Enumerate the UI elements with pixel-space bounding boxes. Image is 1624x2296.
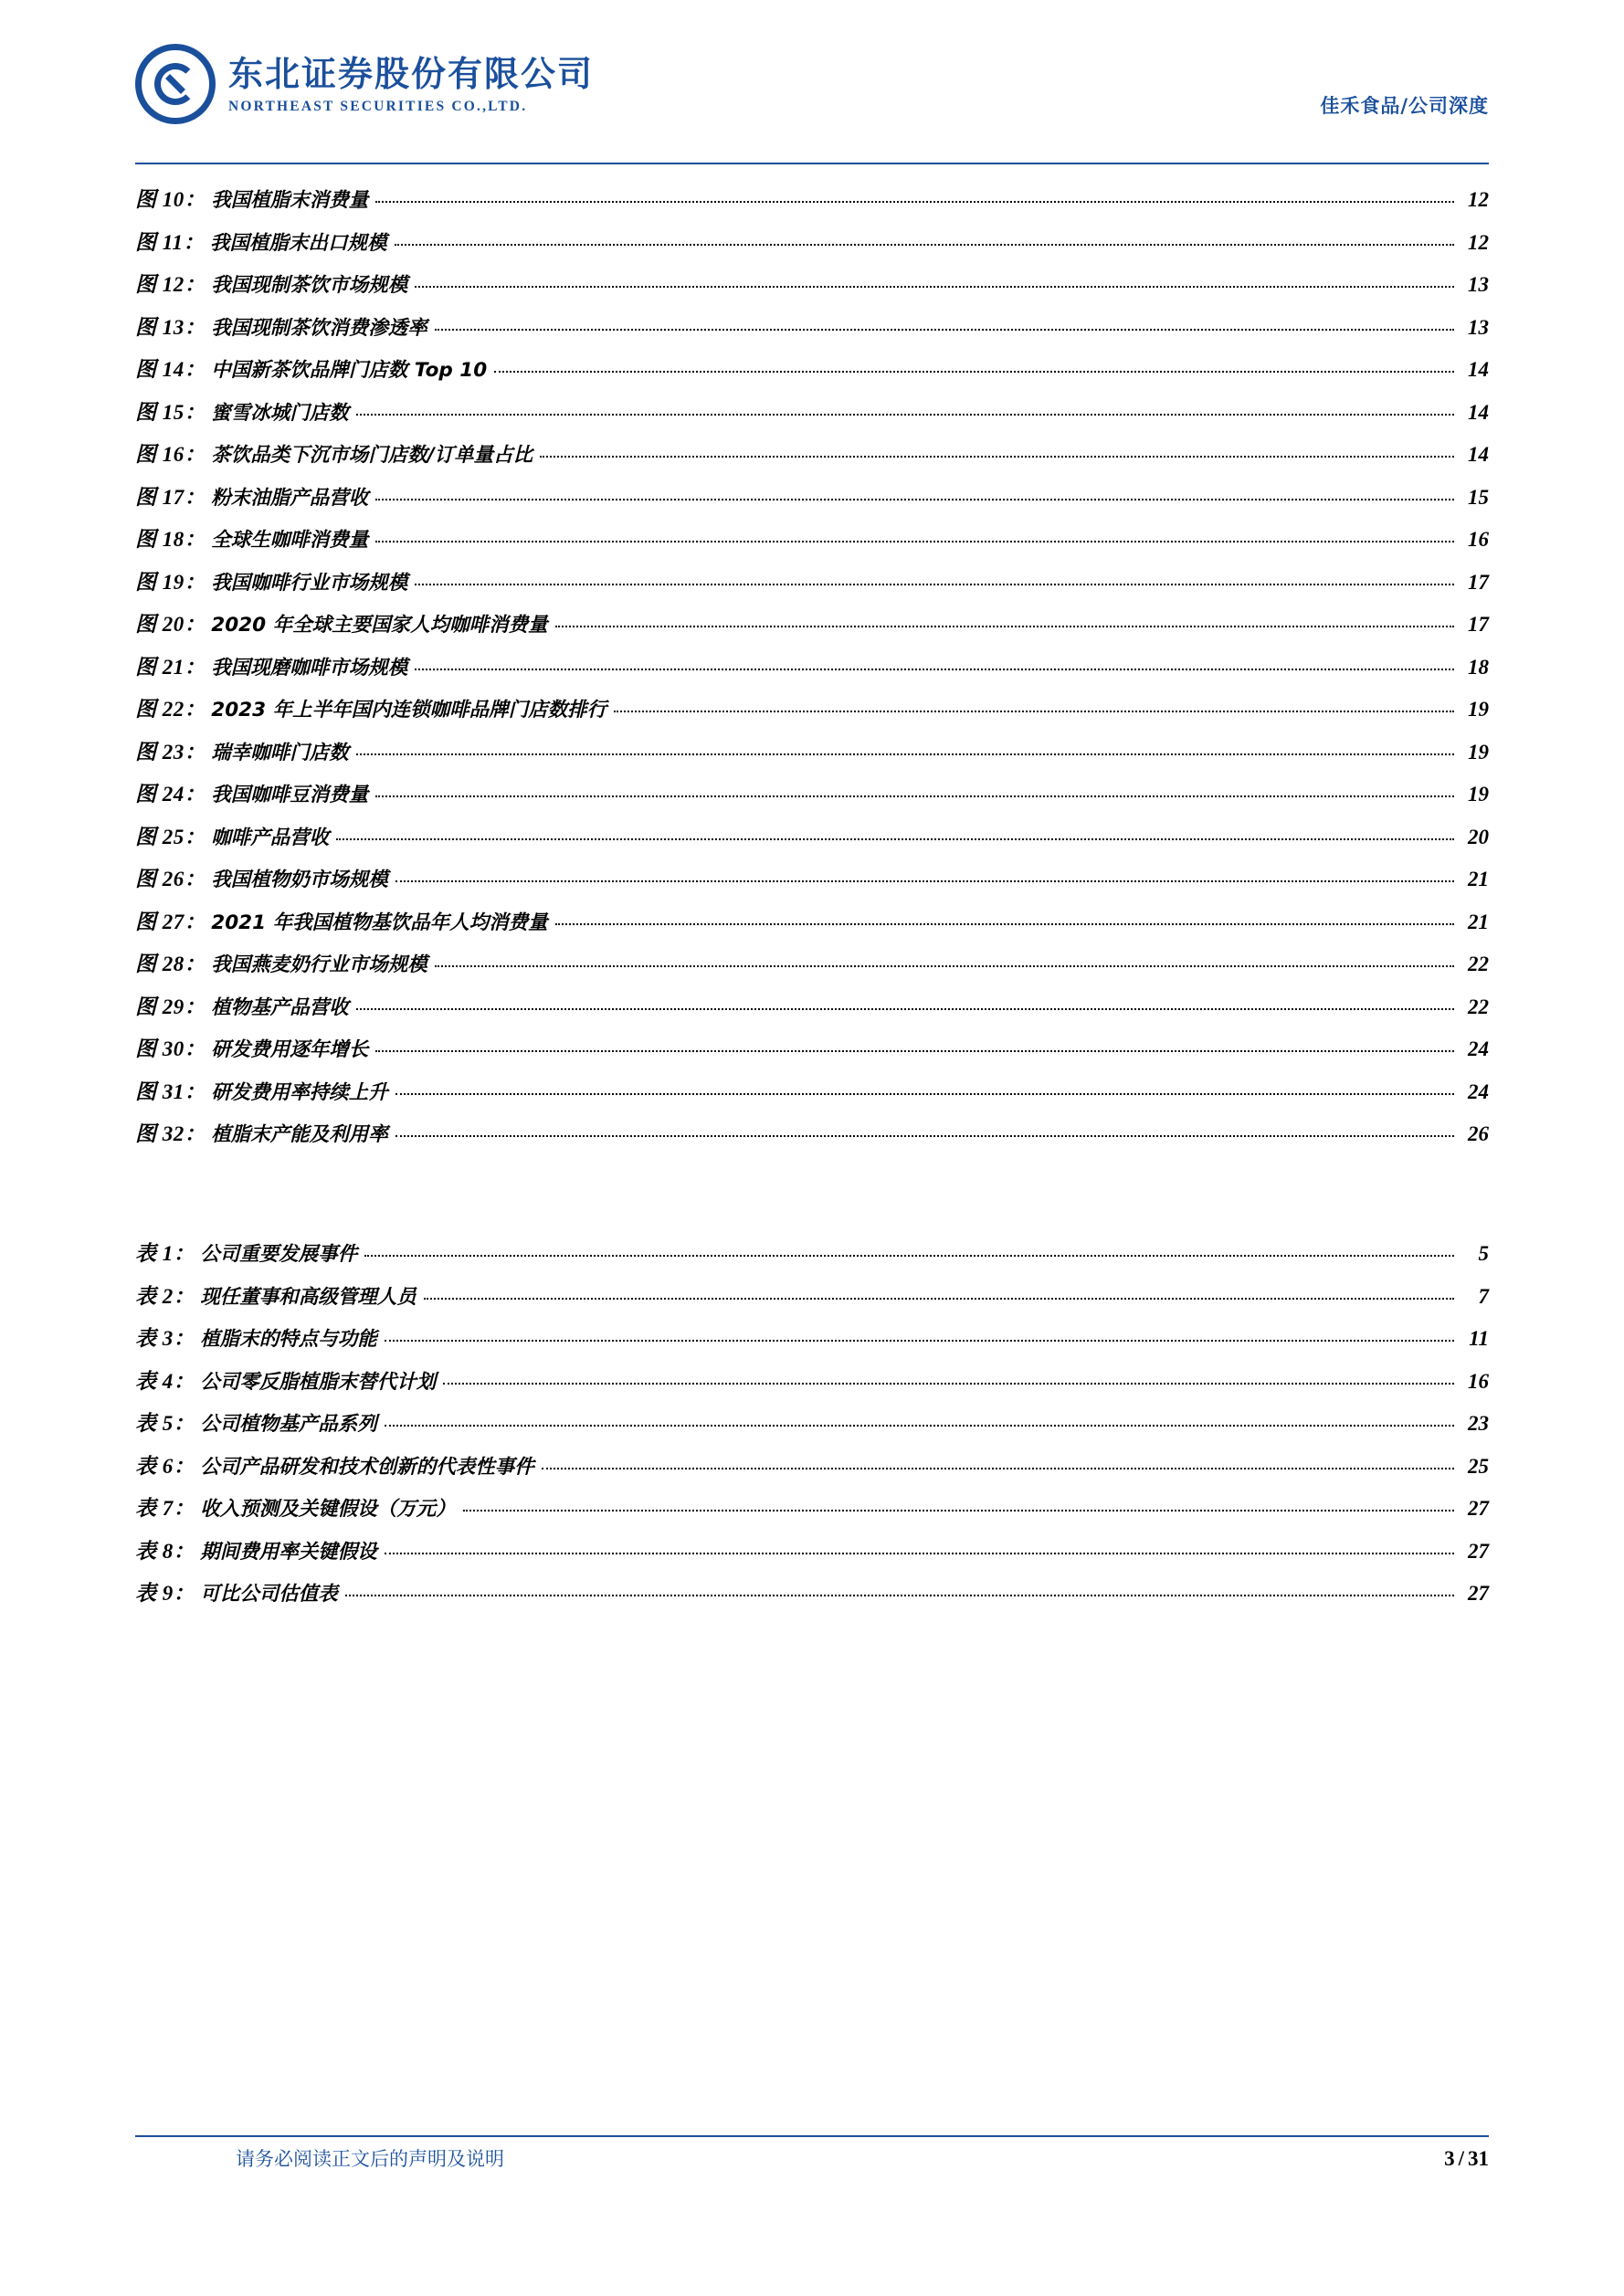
- figure-label: 图 22：: [135, 698, 206, 721]
- figure-title: 我国现制茶饮市场规模: [211, 274, 408, 297]
- table-list: [135, 1237, 1489, 1619]
- figure-page-number: 18: [1468, 655, 1489, 679]
- leader-dots: [424, 1287, 1454, 1300]
- leader-dots: [463, 1499, 1454, 1511]
- table-label: 表 9：: [135, 1582, 195, 1605]
- leader-dots: [614, 700, 1454, 712]
- toc-entry-figure[interactable]: [135, 565, 1489, 608]
- table-page-number: 25: [1468, 1454, 1489, 1478]
- figure-title: 研发费用逐年增长: [211, 1038, 369, 1061]
- figure-label: 图 32：: [135, 1122, 206, 1145]
- toc-entry-figure[interactable]: [135, 735, 1489, 778]
- figure-label: 图 13：: [135, 315, 206, 339]
- table-page-number: 5: [1478, 1242, 1489, 1265]
- figure-page-number: 13: [1468, 273, 1489, 296]
- leader-dots: [542, 1457, 1454, 1469]
- leader-dots: [395, 1082, 1454, 1095]
- table-page-number: 16: [1468, 1369, 1489, 1393]
- leader-dots: [385, 1329, 1454, 1342]
- figure-title: 瑞幸咖啡门店数: [211, 741, 349, 764]
- footer-page-indicator: [1444, 2147, 1489, 2171]
- figure-title: 我国植脂末出口规模: [209, 231, 387, 255]
- figure-title: 中国新茶饮品牌门店数 Top 10: [211, 359, 488, 382]
- toc-entry-figure[interactable]: [135, 353, 1489, 395]
- figure-page-number: 14: [1468, 443, 1489, 466]
- toc-entry-figure[interactable]: [135, 777, 1489, 820]
- figure-title: 2021 年我国植物基饮品年人均消费量: [211, 911, 548, 934]
- figure-page-number: 22: [1468, 953, 1489, 975]
- leader-dots: [443, 1372, 1454, 1385]
- leader-dots: [540, 445, 1454, 458]
- leader-dots: [555, 615, 1454, 627]
- leader-dots: [375, 1039, 1454, 1052]
- table-title: 公司零反脂植脂末替代计划: [200, 1370, 437, 1394]
- toc-entry-table[interactable]: [135, 1406, 1489, 1449]
- figure-title: 我国植脂末消费量: [211, 189, 369, 212]
- leader-dots: [356, 997, 1454, 1010]
- figure-page-number: 15: [1468, 485, 1489, 509]
- toc-entry-figure[interactable]: [135, 311, 1489, 353]
- figure-title: 2020 年全球主要国家人均咖啡消费量: [211, 614, 548, 637]
- figure-page-number: 20: [1468, 825, 1489, 848]
- footer-page-separator: /: [1458, 2147, 1464, 2170]
- table-label: 表 8：: [135, 1539, 195, 1563]
- figure-label: 图 20：: [135, 613, 206, 636]
- table-title: 期间费用率关键假设: [200, 1540, 377, 1564]
- table-page-number: 27: [1468, 1497, 1489, 1520]
- table-label: 表 4：: [135, 1369, 195, 1393]
- leader-dots: [356, 403, 1454, 416]
- leader-dots: [375, 785, 1454, 797]
- figure-label: 图 10：: [135, 188, 206, 211]
- footer-total-pages: 31: [1468, 2147, 1489, 2170]
- leader-dots: [435, 954, 1454, 967]
- figure-title: 茶饮品类下沉市场门店数/订单量占比: [211, 444, 533, 467]
- figure-label: 图 30：: [135, 1037, 206, 1060]
- header-report-title: 佳禾食品/公司深度: [1320, 95, 1489, 117]
- figure-label: 图 24：: [135, 783, 206, 806]
- table-title: 公司产品研发和技术创新的代表性事件: [200, 1455, 534, 1479]
- toc-entry-figure[interactable]: [135, 862, 1489, 905]
- table-page-number: 27: [1468, 1582, 1489, 1605]
- figure-page-number: 26: [1468, 1122, 1489, 1145]
- table-label: 表 3：: [135, 1327, 195, 1350]
- figure-title: 研发费用率持续上升: [211, 1080, 388, 1104]
- leader-dots: [395, 869, 1454, 882]
- company-logo: [135, 44, 594, 124]
- toc-entry-figure[interactable]: [135, 437, 1489, 480]
- table-page-number: 11: [1469, 1327, 1489, 1350]
- figure-page-number: 14: [1468, 400, 1489, 424]
- figure-title: 咖啡产品营收: [211, 826, 330, 849]
- toc-entry-figure[interactable]: [135, 607, 1489, 650]
- leader-dots: [494, 360, 1454, 373]
- toc-entry-table[interactable]: [135, 1491, 1489, 1534]
- toc-entry-figure[interactable]: [135, 820, 1489, 863]
- toc-entry-figure[interactable]: [135, 395, 1489, 438]
- figure-page-number: 21: [1468, 910, 1489, 933]
- leader-dots: [415, 275, 1454, 288]
- figure-label: 图 15：: [135, 400, 206, 424]
- toc-entry-table[interactable]: [135, 1364, 1489, 1407]
- page-footer: [135, 2144, 1489, 2172]
- figure-page-number: 12: [1468, 188, 1489, 211]
- leader-dots: [555, 912, 1454, 925]
- figure-title: 蜜雪冰城门店数: [211, 401, 349, 425]
- footer-current-page: 3: [1444, 2147, 1455, 2170]
- toc-entry-table[interactable]: [135, 1449, 1489, 1492]
- leader-dots: [435, 318, 1454, 331]
- figure-page-number: 22: [1468, 995, 1489, 1018]
- leader-dots: [375, 190, 1454, 203]
- toc-entry-figure[interactable]: [135, 947, 1489, 990]
- figure-page-number: 17: [1468, 613, 1489, 636]
- figure-label: 图 19：: [135, 570, 206, 594]
- table-label: 表 1：: [135, 1242, 195, 1265]
- figure-label: 图 21：: [135, 655, 206, 679]
- toc-entry-figure[interactable]: [135, 1117, 1489, 1160]
- toc-entry-table[interactable]: [135, 1237, 1489, 1280]
- figure-title: 2023 年上半年国内连锁咖啡品牌门店数排行: [211, 699, 607, 721]
- table-label: 表 7：: [135, 1497, 195, 1520]
- toc-entry-table[interactable]: [135, 1280, 1489, 1322]
- leader-dots: [356, 743, 1454, 755]
- leader-dots: [385, 1414, 1454, 1427]
- figure-title: 我国咖啡豆消费量: [211, 784, 369, 806]
- logo-company-name-cn: 东北证券股份有限公司: [228, 54, 595, 95]
- figure-label: 图 16：: [135, 443, 206, 466]
- figure-page-number: 14: [1468, 358, 1489, 381]
- toc-entry-figure[interactable]: [135, 480, 1489, 523]
- figure-label: 图 17：: [135, 485, 206, 509]
- figure-page-number: 21: [1468, 868, 1489, 890]
- table-title: 收入预测及关键假设（万元）: [200, 1498, 456, 1521]
- figure-label: 图 26：: [135, 868, 206, 890]
- table-title: 植脂末的特点与功能: [200, 1328, 377, 1351]
- toc-entry-table[interactable]: [135, 1576, 1489, 1619]
- page-header: [135, 44, 1489, 150]
- toc-entry-figure[interactable]: [135, 692, 1489, 735]
- toc-entry-figure[interactable]: [135, 522, 1489, 565]
- figure-page-number: 17: [1468, 570, 1489, 594]
- leader-dots: [364, 1244, 1454, 1257]
- leader-dots: [395, 1124, 1454, 1137]
- figure-title: 我国咖啡行业市场规模: [211, 571, 408, 595]
- figure-page-number: 13: [1468, 315, 1489, 339]
- logo-company-name-en: NORTHEAST SECURITIES CO.,LTD.: [228, 98, 528, 114]
- toc-entry-figure[interactable]: [135, 1032, 1489, 1075]
- table-title: 现任董事和高级管理人员: [200, 1285, 417, 1309]
- figure-title: 植脂末产能及利用率: [211, 1123, 388, 1146]
- leader-dots: [395, 233, 1455, 246]
- leader-dots: [385, 1542, 1454, 1554]
- figure-label: 图 28：: [135, 953, 206, 975]
- leader-dots: [345, 1584, 1454, 1596]
- leader-dots: [415, 573, 1454, 585]
- figure-label: 图 14：: [135, 358, 206, 381]
- figure-title: 我国植物奶市场规模: [211, 869, 388, 891]
- leader-dots: [336, 827, 1454, 840]
- toc-entry-table[interactable]: [135, 1534, 1489, 1577]
- footer-divider: [135, 2135, 1489, 2137]
- toc-entry-figure[interactable]: [135, 226, 1489, 269]
- table-label: 表 2：: [135, 1284, 195, 1308]
- figure-page-number: 19: [1468, 783, 1489, 806]
- toc-entry-table[interactable]: [135, 1322, 1489, 1364]
- leader-dots: [415, 658, 1454, 670]
- toc-entry-figure[interactable]: [135, 990, 1489, 1033]
- figure-label: 图 31：: [135, 1080, 206, 1103]
- table-title: 公司植物基产品系列: [200, 1413, 377, 1436]
- table-page-number: 27: [1468, 1539, 1489, 1563]
- logo-circle-icon: [135, 44, 216, 124]
- logo-text-block: [228, 53, 594, 115]
- figure-label: 图 27：: [135, 910, 206, 933]
- figure-label: 图 25：: [135, 825, 206, 848]
- table-page-number: 23: [1468, 1412, 1489, 1435]
- footer-disclaimer: 请务必阅读正文后的声明及说明: [236, 2148, 504, 2170]
- leader-dots: [375, 488, 1454, 500]
- toc-entry-figure[interactable]: [135, 1075, 1489, 1118]
- toc-entry-figure[interactable]: [135, 905, 1489, 948]
- figure-page-number: 16: [1468, 528, 1489, 551]
- toc-entry-figure[interactable]: [135, 268, 1489, 311]
- table-label: 表 5：: [135, 1412, 195, 1435]
- table-page-number: 7: [1478, 1284, 1489, 1308]
- figure-list: [135, 183, 1489, 1160]
- figure-title: 我国燕麦奶行业市场规模: [211, 953, 427, 976]
- figure-page-number: 19: [1468, 740, 1489, 764]
- header-divider: [135, 163, 1489, 164]
- figure-label: 图 18：: [135, 528, 206, 551]
- table-label: 表 6：: [135, 1454, 195, 1478]
- figure-page-number: 12: [1468, 230, 1489, 254]
- figure-title: 植物基产品营收: [211, 995, 349, 1019]
- figure-page-number: 24: [1468, 1037, 1489, 1060]
- figure-page-number: 24: [1468, 1080, 1489, 1103]
- figure-title: 我国现磨咖啡市场规模: [211, 656, 408, 679]
- figure-label: 图 23：: [135, 740, 206, 764]
- figure-title: 我国现制茶饮消费渗透率: [211, 316, 427, 340]
- figure-page-number: 19: [1468, 698, 1489, 721]
- figure-title: 全球生咖啡消费量: [211, 529, 369, 552]
- leader-dots: [375, 530, 1454, 542]
- toc-entry-figure[interactable]: [135, 650, 1489, 693]
- figure-title: 粉末油脂产品营收: [211, 486, 369, 510]
- figure-label: 图 29：: [135, 995, 206, 1018]
- table-title: 可比公司估值表: [200, 1583, 338, 1606]
- toc-entry-figure[interactable]: [135, 183, 1489, 226]
- figure-label: 图 12：: [135, 273, 206, 296]
- figure-label: 图 11：: [135, 230, 205, 254]
- table-title: 公司重要发展事件: [200, 1243, 358, 1266]
